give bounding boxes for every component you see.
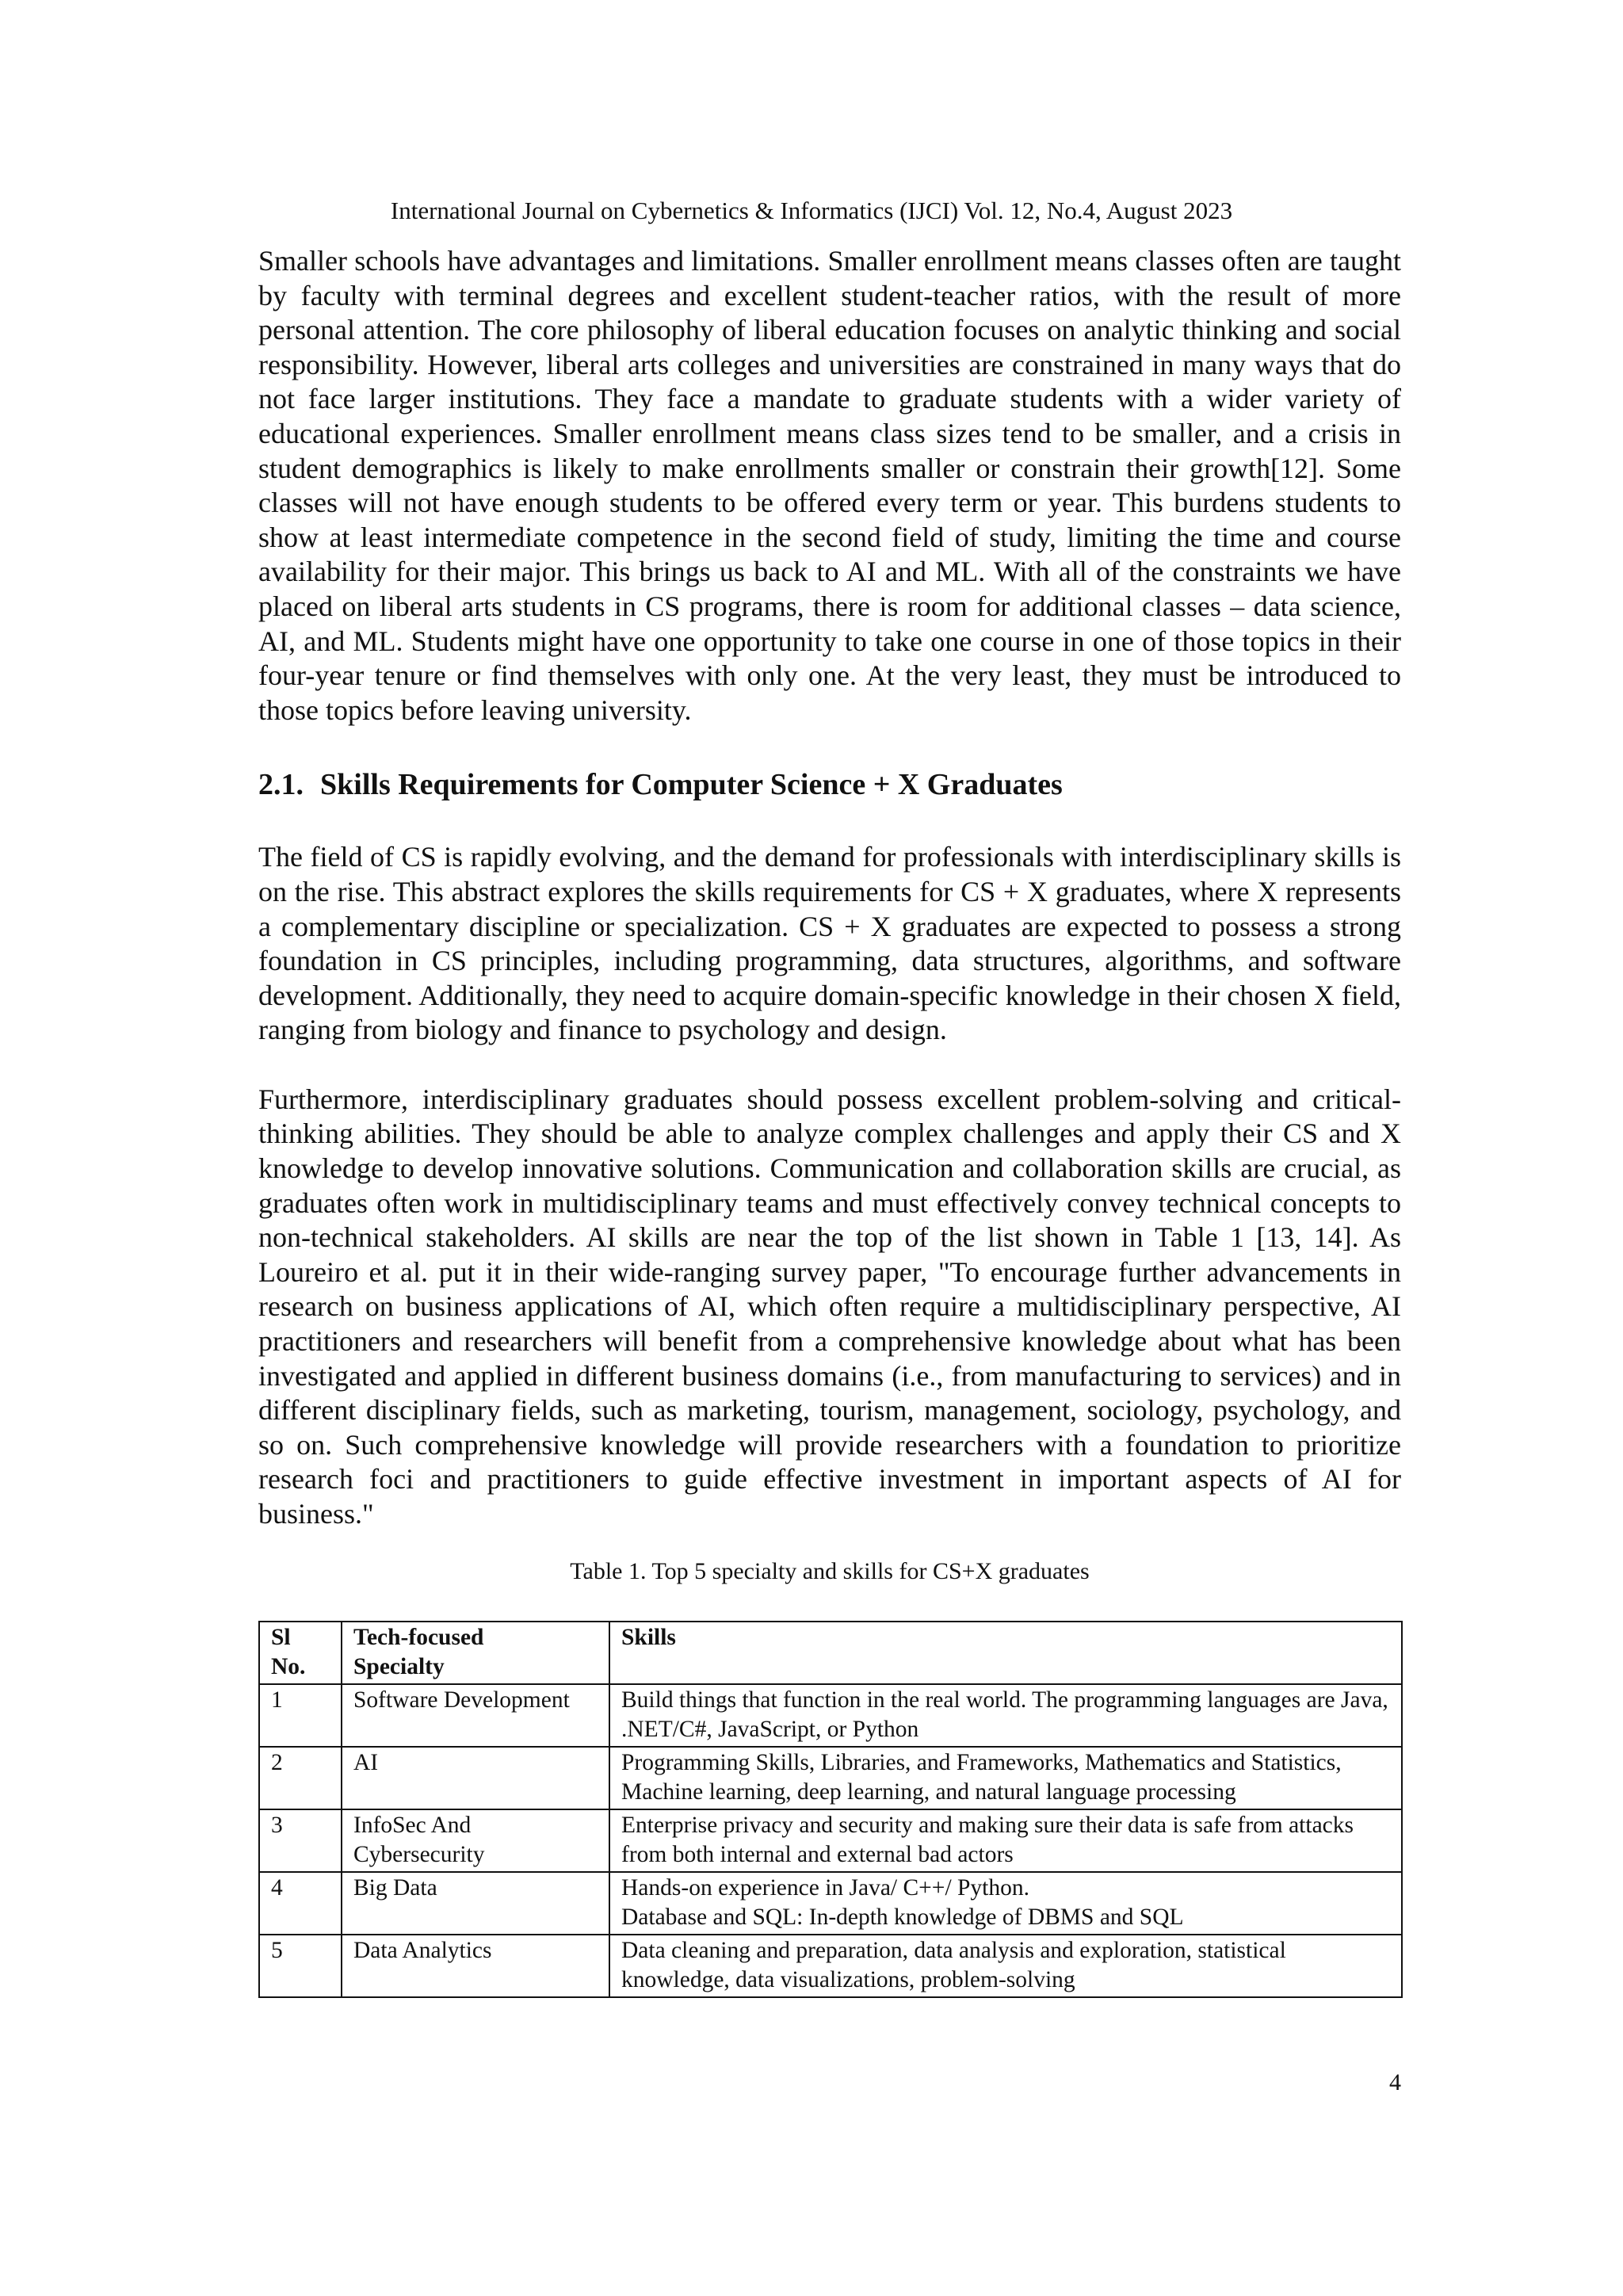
cell-skills bbox=[609, 1809, 1402, 1872]
skills-table bbox=[258, 1621, 1403, 1998]
cell-specialty bbox=[342, 1747, 609, 1809]
specialty-line: Data Analytics bbox=[353, 1937, 492, 1963]
header-skills: Skills bbox=[609, 1622, 1402, 1684]
header-no-line: No. bbox=[271, 1654, 306, 1680]
cell-skills bbox=[609, 1747, 1402, 1809]
skills-line: Enterprise privacy and security and making sure their data is safe from attacks from both internal and external bad actors bbox=[621, 1812, 1354, 1868]
cell-specialty bbox=[342, 1935, 609, 1997]
table-row bbox=[259, 1935, 1402, 1997]
header-sl-no bbox=[259, 1622, 342, 1684]
skills-line: Build things that function in the real world. The programming languages are Java, .NET/C#, JavaScript, or Python bbox=[621, 1687, 1388, 1743]
cell-specialty bbox=[342, 1809, 609, 1872]
table-row bbox=[259, 1872, 1402, 1935]
cell-specialty bbox=[342, 1684, 609, 1747]
cell-skills bbox=[609, 1872, 1402, 1935]
cell-skills bbox=[609, 1935, 1402, 1997]
intro-paragraph: Smaller schools have advantages and limitations. Smaller enrollment means classes often are taught by faculty with terminal degrees and excellent student-teacher ratios, with the result of more personal attention. The core philosophy of liberal education focuses on analytic thinking and social responsibility. However, liberal arts colleges and universities are constrained in many ways that do not face larger institutions. They face a mandate to graduate students with a wider variety of educational experiences. Smaller enrollment means class sizes tend to be smaller, and a crisis in student demographics is likely to make enrollments smaller or constrain their growth[12]. Some classes will not have enough students to be offered every term or year. This burdens students to show at least intermediate competence in the second field of study, limiting the time and course availability for their major. This brings us back to AI and ML. With all of the constraints we have placed on liberal arts students in CS programs, there is room for additional classes – data science, AI, and ML. Students might have one opportunity to take one course in one of those topics in their four-year tenure or find themselves with only one. At the very least, they must be introduced to those topics before leaving university. bbox=[258, 245, 1401, 726]
specialty-line: InfoSec And bbox=[353, 1812, 472, 1838]
section-number: 2.1. bbox=[258, 768, 304, 802]
page-content bbox=[258, 244, 1401, 1998]
table-row bbox=[259, 1747, 1402, 1809]
specialty-line: Cybersecurity bbox=[353, 1842, 485, 1868]
cell-skills bbox=[609, 1684, 1402, 1747]
cell-sl: 3 bbox=[259, 1809, 342, 1872]
section-paragraph-1: The field of CS is rapidly evolving, and the demand for professionals with interdisciplinary skills is on the rise. This abstract explores the skills requirements for CS + X graduates, where X represents a complementary discipline or specialization. CS + X graduates are expected to possess a strong foundation in CS principles, including programming, data structures, algorithms, and software development. Additionally, they need to acquire domain-specific knowledge in their chosen X field, ranging from biology and finance to psychology and design. bbox=[258, 841, 1401, 1046]
section-paragraph-2: Furthermore, interdisciplinary graduates should possess excellent problem-solving and critical-thinking abilities. They should be able to analyze complex challenges and apply their CS and X knowledge to develop innovative solutions. Communication and collaboration skills are crucial, as graduates often work in multidisciplinary teams and must effectively convey technical concepts to non-technical stakeholders. AI skills are near the top of the list shown in Table 1 [13, 14]. As Loureiro et al. put it in their wide-ranging survey paper, "To encourage further advancements in research on business applications of AI, which often require a multidisciplinary perspective, AI practitioners and researchers will benefit from a comprehensive knowledge about what has been investigated and applied in different business domains (i.e., from manufacturing to services) and in different disciplinary fields, such as marketing, tourism, management, sociology, psychology, and so on. Such comprehensive knowledge will provide researchers with a foundation to prioritize research foci and practitioners to guide effective investment in important aspects of AI for business." bbox=[258, 1083, 1401, 1530]
cell-sl: 5 bbox=[259, 1935, 342, 1997]
cell-specialty bbox=[342, 1872, 609, 1935]
specialty-line: Software Development bbox=[353, 1687, 570, 1713]
cell-sl: 2 bbox=[259, 1747, 342, 1809]
skills-line: Data cleaning and preparation, data analysis and exploration, statistical knowledge, data visualizations, problem-solving bbox=[621, 1937, 1286, 1993]
specialty-line: Big Data bbox=[353, 1874, 437, 1901]
table-row bbox=[259, 1684, 1402, 1747]
skills-line: Programming Skills, Libraries, and Frameworks, Mathematics and Statistics, Machine learning, deep learning, and natural language processing bbox=[621, 1749, 1342, 1805]
header-sl-line: Sl bbox=[271, 1624, 291, 1650]
cell-sl: 1 bbox=[259, 1684, 342, 1747]
header-specialty-line-2: Specialty bbox=[353, 1654, 445, 1680]
table-caption: Table 1. Top 5 specialty and skills for CS+X graduates bbox=[570, 1557, 1090, 1584]
header-specialty-line-1: Tech-focused bbox=[353, 1624, 484, 1650]
cell-sl: 4 bbox=[259, 1872, 342, 1935]
skills-line: Hands-on experience in Java/ C++/ Python. bbox=[621, 1874, 1029, 1901]
section-heading bbox=[258, 767, 1401, 802]
section-title: Skills Requirements for Computer Science + X Graduates bbox=[320, 768, 1063, 802]
table-header-row bbox=[259, 1622, 1402, 1684]
table-row bbox=[259, 1809, 1402, 1872]
skills-line: Database and SQL: In-depth knowledge of DBMS and SQL bbox=[621, 1904, 1184, 1931]
specialty-line: AI bbox=[353, 1749, 379, 1775]
running-header: International Journal on Cybernetics & Informatics (IJCI) Vol. 12, No.4, August 2023 bbox=[390, 197, 1233, 224]
header-specialty bbox=[342, 1622, 609, 1684]
page-number: 4 bbox=[1389, 2069, 1401, 2095]
